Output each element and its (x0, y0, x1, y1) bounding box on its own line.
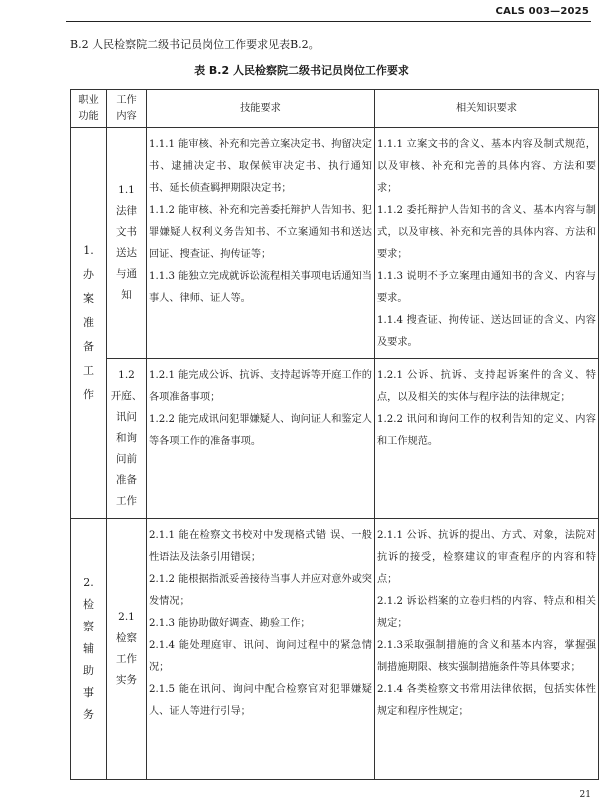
knowledge-item: 2.1.3采取强制措施的含义和基本内容，掌握强制措施期限、核实强制措施条件等具体要求； (377, 640, 596, 673)
skill-item: 1.2.1 能完成公诉、抗诉、支持起诉等开庭工作的各项准备事项； (149, 370, 372, 403)
content-char: 检察 (116, 632, 137, 644)
knowledge-item: 1.1.4 搜查证、拘传证、送达回证的含义、内容及要求。 (377, 315, 596, 348)
skills-cell-1-1 (147, 128, 375, 359)
table-caption: 表 B.2 人民检察院二级书记员岗位工作要求 (194, 64, 409, 77)
skill-item: 1.2.2 能完成讯问犯罪嫌疑人、询问证人和鉴定人等各项工作的准备事项。 (149, 414, 372, 447)
function-char: 作 (83, 388, 94, 401)
knowledge-item: 2.1.4 各类检察文书常用法律依据，包括实体性规定和程序性规定； (377, 684, 596, 717)
knowledge-item: 2.1.1 公诉、抗诉的提出、方式、对象，法院对抗诉的接受，检察建议的审查程序的内容和特点； (377, 530, 596, 585)
function-char: 准 (83, 316, 94, 329)
function-char: 1. (83, 244, 94, 257)
skill-item: 2.1.4 能处理庭审、讯问、询问过程中的紧急情况； (149, 640, 372, 673)
knowledge-item: 1.2.1 公诉、抗诉、支持起诉案件的含义、特点，以及相关的实体与程序法的法律规定； (377, 370, 596, 403)
header-line: 职业 (78, 94, 99, 106)
skill-item: 2.1.1 能在检察文书校对中发现格式错 误、一般性语法及法条引用错误； (149, 530, 372, 563)
header-line: 内容 (116, 110, 137, 122)
content-char: 讯问 (116, 411, 137, 423)
table-row (71, 128, 599, 359)
content-char: 文书 (116, 226, 137, 238)
header-line: 功能 (78, 110, 99, 122)
function-char: 2. (83, 576, 94, 589)
knowledge-cell-1-2 (375, 359, 599, 519)
table-row (71, 359, 599, 519)
content-char: 和询 (116, 432, 137, 444)
content-char: 实务 (116, 674, 137, 686)
content-char: 开庭、 (110, 390, 143, 402)
page-number: 21 (579, 790, 591, 800)
function-char: 备 (83, 340, 94, 353)
content-char: 工作 (116, 495, 137, 507)
skill-item: 2.1.3 能协助做好调查、勘验工作； (149, 618, 311, 629)
content-char: 工作 (116, 653, 137, 665)
content-char: 准备 (116, 474, 137, 486)
content-char: 与通 (116, 268, 137, 280)
table-row (71, 519, 599, 780)
function-char: 办 (83, 268, 94, 281)
content-cell-1-2 (107, 359, 147, 519)
header-line: 工作 (116, 94, 137, 106)
content-char: 知 (121, 289, 132, 301)
function-char: 务 (83, 708, 94, 721)
function-cell-1 (71, 128, 107, 519)
knowledge-item: 2.1.2 诉讼档案的立卷归档的内容、特点和相关规定； (377, 596, 596, 629)
function-char: 检 (83, 598, 94, 611)
knowledge-item: 1.1.2 委托辩护人告知书的含义、基本内容与制式，以及审核、补充和完善的具体内容、方法和要求； (377, 205, 596, 260)
header-knowledge: 相关知识要求 (375, 90, 599, 128)
requirements-table (70, 89, 599, 780)
skill-item: 1.1.3 能独立完成就诉讼流程相关事项电话通知当事人、律师、证人等。 (149, 271, 372, 304)
knowledge-cell-1-1 (375, 128, 599, 359)
function-char: 事 (83, 686, 94, 699)
function-char: 辅 (83, 642, 94, 655)
header-skills: 技能要求 (147, 90, 375, 128)
header-code: CALS 003—2025 (495, 6, 589, 17)
content-cell-1-1 (107, 128, 147, 359)
content-char: 送达 (116, 247, 137, 259)
knowledge-item: 1.1.3 说明不予立案理由通知书的含义、内容与要求。 (377, 271, 596, 304)
content-cell-2-1 (107, 519, 147, 780)
header-rule (66, 21, 591, 22)
header-function (71, 90, 107, 128)
skill-item: 1.1.2 能审核、补充和完善委托辩护人告知书、犯罪嫌疑人权利义务告知书、不立案通知书和送达回证、搜查证、拘传证等； (149, 205, 372, 260)
knowledge-item: 1.2.2 讯问和询问工作的权利告知的定义、内容和工作规范。 (377, 414, 596, 447)
content-char: 1.2 (118, 369, 135, 381)
skills-cell-1-2 (147, 359, 375, 519)
function-char: 察 (83, 620, 94, 633)
function-cell-2 (71, 519, 107, 780)
knowledge-cell-2-1 (375, 519, 599, 780)
header-content (107, 90, 147, 128)
function-char: 案 (83, 292, 94, 305)
content-char: 2.1 (118, 611, 135, 623)
content-char: 法律 (116, 205, 137, 217)
table-header-row (71, 90, 599, 128)
function-char: 工 (83, 364, 94, 377)
intro-text: B.2 人民检察院二级书记员岗位工作要求见表B.2。 (70, 38, 320, 51)
content-char: 问前 (116, 453, 137, 465)
skill-item: 2.1.5 能在讯问、询问中配合检察官对犯罪嫌疑人、证人等进行引导； (149, 684, 372, 717)
skill-item: 2.1.2 能根据指派妥善接待当事人并应对意外或突发情况； (149, 574, 372, 607)
function-char: 助 (83, 664, 94, 677)
skills-cell-2-1 (147, 519, 375, 780)
content-char: 1.1 (118, 184, 135, 196)
knowledge-item: 1.1.1 立案文书的含义、基本内容及制式规范，以及审核、补充和完善的具体内容、方法和要求； (377, 139, 596, 194)
skill-item: 1.1.1 能审核、补充和完善立案决定书、拘留决定书、逮捕决定书、取保候审决定书、执行通知书、延长侦查羁押期限决定书； (149, 139, 372, 194)
